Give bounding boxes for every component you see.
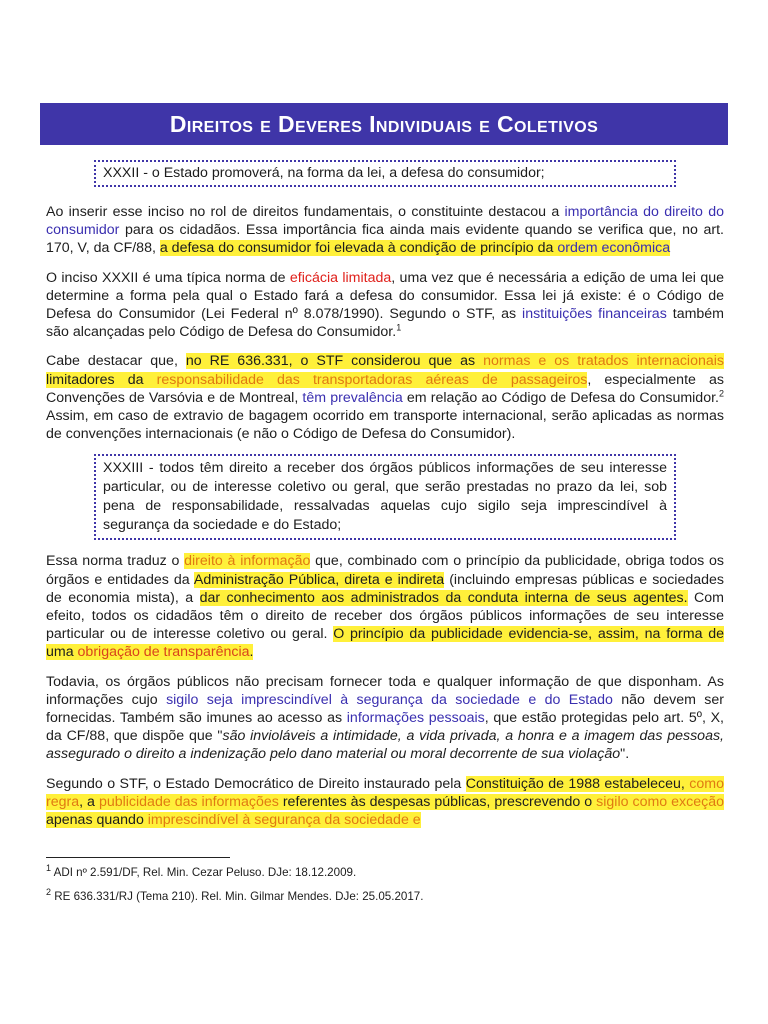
footnote-divider bbox=[46, 857, 230, 858]
footnote-2: $^2$ RE 636.331/RJ (Tema 210). Rel. Min. Gilmar Mendes. DJe: 25.05.2017. bbox=[46, 887, 424, 903]
footnote-1: $^1$ ADI nº 2.591/DF, Rel. Min. Cezar Peluso. DJe: 18.12.2009. bbox=[46, 863, 357, 879]
paragraph-5: Todavia, os órgãos públicos não precisam fornecer toda e qualquer informação de que disponham. As informações cujo sigilo seja imprescindível à segurança da sociedade e do Estado não devem ser fornecidas. Também são imunes ao acesso as informações pessoais, que estão protegidas pelo art. 5º, X, da CF/88, que dispõe que "são invioláveis a intimidade, a vida privada, a honra e a imagem das pessoas, assegurado o direito a indenização pelo dano material ou moral decorrente de sua violação". bbox=[46, 673, 724, 763]
section-title-banner bbox=[40, 103, 728, 145]
main-content bbox=[46, 160, 724, 840]
constitution-quote-xxxiii: XXXIII - todos têm direito a receber dos órgãos públicos informações de seu interesse particular, ou de interesse coletivo ou geral, que serão prestadas no prazo da lei, sob pena de responsabilidade, ressalvadas aquelas cujo sigilo seja imprescindível à segurança da sociedade e do Estado; bbox=[94, 454, 676, 540]
footnote-ref-2: 2 bbox=[718, 388, 724, 399]
paragraph-4: Essa norma traduz o direito à informação que, combinado com o princípio da publicidade, obriga todos os órgãos e entidades da Administração Pública, direta e indireta (incluindo empresas públicas e sociedades de economia mista), a dar conhecimento aos administrados da conduta interna de seus agentes. Com efeito, todos os cidadãos têm o direito de receber dos órgãos públicos informações de seu interesse particular ou de interesse coletivo ou geral. O princípio da publicidade evidencia-se, assim, na forma de uma obrigação de transparência. bbox=[46, 553, 725, 661]
section-title: Direitos e Deveres Individuais e Coletivos bbox=[169, 110, 599, 137]
paragraph-6: Segundo o STF, o Estado Democrático de Direito instaurado pela Constituição de 1988 estabeleceu, como regra, a publicidade das informações referentes às despesas públicas, prescrevendo o sigilo como exceção apenas quando imprescindível à segurança da sociedade e bbox=[46, 775, 725, 829]
constitution-quote-xxxii: XXXII - o Estado promoverá, na forma da lei, a defesa do consumidor; bbox=[94, 160, 676, 187]
paragraph-2: O inciso XXXII é uma típica norma de eficácia limitada, uma vez que é necessária a edição de uma lei que determine a forma pela qual o Estado fará a defesa do consumidor. Essa lei já existe: é o Código de Defesa do Consumidor (Lei Federal nº 8.078/1990). Segundo o STF, as instituições financeiras também são alcançadas pelo Código de Defesa do Consumidor.$^1$ bbox=[46, 269, 724, 341]
footnote-ref-1: 1 bbox=[396, 322, 402, 333]
paragraph-3: Cabe destacar que, no RE 636.331, o STF considerou que as normas e os tratados internacionais limitadores da responsabilidade das transportadoras aéreas de passageiros, especialmente as Convenções de Varsóvia e de Montreal, têm prevalência em relação ao Código de Defesa do Consumidor.$^2$ Assim, em caso de extravio de bagagem ocorrido em transporte internacional, serão aplicadas as normas de convenções internacionais (e não o Código de Defesa do Consumidor). bbox=[46, 353, 725, 443]
paragraph-1: Ao inserir esse inciso no rol de direitos fundamentais, o constituinte destacou a importância do direito do consumidor para os cidadãos. Essa importância fica ainda mais evidente quando se verifica que, no art. 170, V, da CF/88, a defesa do consumidor foi elevada à condição de princípio da ordem econômica bbox=[46, 204, 724, 257]
